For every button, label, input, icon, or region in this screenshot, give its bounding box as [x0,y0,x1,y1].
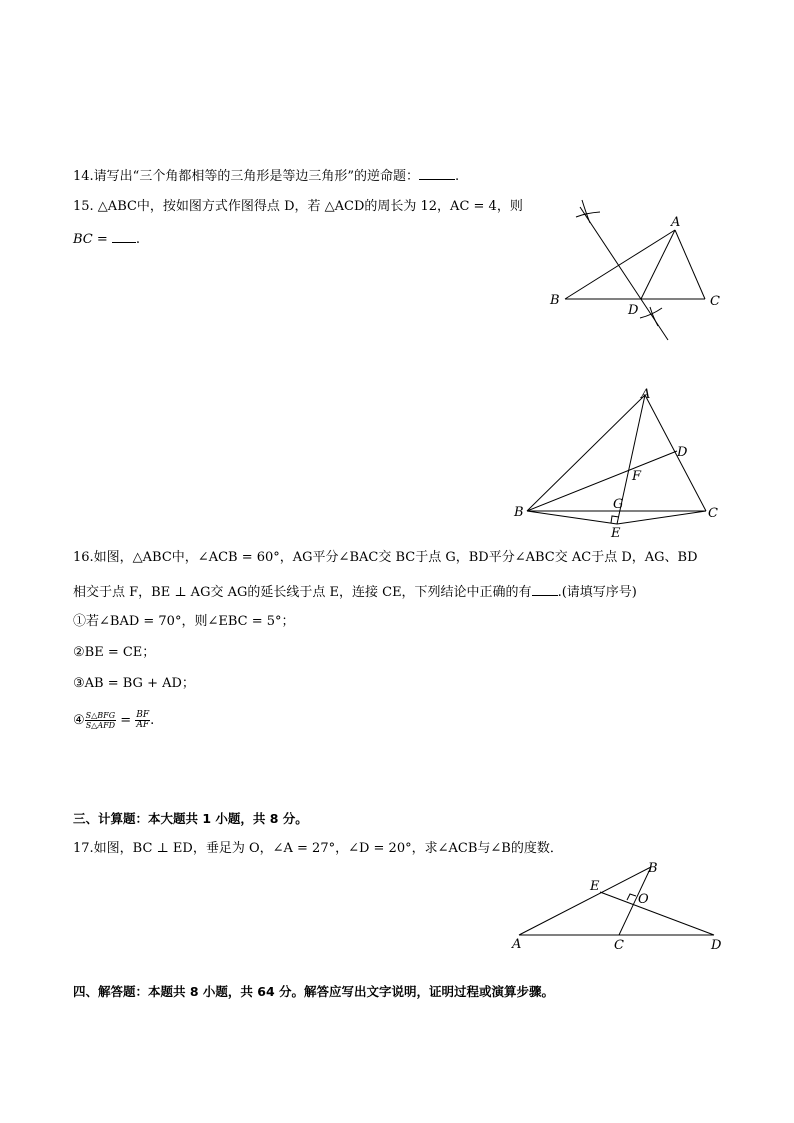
q16-option-4-end: . [150,713,155,728]
q16-segment-ce [617,511,706,524]
section-3-heading [73,810,308,828]
q16-option-2-text: ②BE = CE； [73,645,156,660]
q16-option-3-text: ③AB = BG + AD； [73,676,195,691]
q17-label-d: D [711,938,722,953]
q16-fraction-area-numerator: S△BFG [85,711,116,720]
q16-option-1 [73,613,295,631]
q16-fraction-area [85,711,116,730]
question-16-line-1 [73,549,698,567]
q17-label-o: O [638,892,649,907]
q16-label-d: D [677,445,688,460]
q16-label-a: A [641,387,651,402]
q17-label-a: A [512,937,522,952]
section-3-text: 三、计算题：本大题共 1 小题，共 8 分。 [73,811,308,826]
q16-fraction-sides [135,711,150,730]
q15-arc-mark-bottom-2 [650,307,658,326]
q17-segment-ed [600,892,714,935]
q16-label-g: G [613,497,624,512]
q17-segment-ab [519,867,651,935]
q17-label-e: E [590,879,600,894]
q15-bc-label: BC = [73,232,112,247]
q15-label-b: B [550,293,560,308]
question-15-line-2 [73,229,140,249]
q15-answer-blank[interactable] [112,229,136,243]
q16-option-4-equals: = [116,713,136,728]
q16-fraction-area-denominator: S△AFD [85,721,116,730]
q14-end: . [454,169,460,184]
q16-side-ab [527,395,645,511]
q17-label-b: B [648,861,658,876]
q16-fraction-sides-numerator: BF [136,710,150,720]
q15-label-d: D [628,303,639,318]
question-17 [73,840,563,858]
q16-text-2: 相交于点 F，BE ⊥ AG交 AG的延长线于点 E，连接 CE，下列结论中正确的有 [73,585,532,600]
figure-q15 [540,195,740,345]
q16-option-4-marker: ④ [73,713,85,728]
q16-label-b: B [514,505,524,520]
q16-text-2-end: .(请填写序号) [557,585,637,600]
q16-label-c: C [708,506,718,521]
q16-option-4 [73,708,154,734]
q15-label-a: A [671,215,681,230]
q16-side-ac [645,395,706,511]
q14-text: 14.请写出“三个角都相等的三角形是等边三角形”的逆命题： [73,169,419,184]
q16-option-3 [73,675,195,693]
q16-option-1-text: ①若∠BAD = 70°，则∠EBC = 5°； [73,614,295,629]
q15-arc-mark-top-2 [576,212,600,217]
figure-q17 [505,860,730,955]
question-15-line-1 [73,198,523,216]
q15-label-c: C [710,294,720,309]
q15-end: . [135,232,141,247]
q16-fraction-sides-denominator: AF [136,720,150,730]
q16-segment-be [527,511,617,524]
q16-label-e: E [611,526,621,541]
q14-answer-blank[interactable] [419,166,455,180]
section-4-text: 四、解答题：本题共 8 小题，共 64 分。解答应写出文字说明，证明过程或演算步骤。 [73,984,555,999]
question-16-line-2 [73,582,637,602]
q17-right-angle-mark [627,894,636,900]
figure-q16 [510,385,725,540]
question-14 [73,166,459,186]
q16-segment-bd [527,451,677,511]
q16-text-1: 16.如图，△ABC中，∠ACB = 60°，AG平分∠BAC交 BC于点 G，BD平分∠ABC交 AC于点 D，AG、BD [73,550,698,565]
q17-label-c: C [614,938,624,953]
q16-option-2 [73,644,155,662]
q17-text: 17.如图，BC ⊥ ED，垂足为 O，∠A = 27°，∠D = 20°，求∠ACB与∠B的度数． [73,841,563,856]
section-4-heading [73,983,554,1001]
q16-answer-blank[interactable] [532,582,558,596]
q16-label-f: F [632,469,642,484]
q15-side-ac [675,230,705,299]
q15-text: 15. △ABC中，按如图方式作图得点 D，若 △ACD的周长为 12，AC = 4，则 [73,199,523,214]
